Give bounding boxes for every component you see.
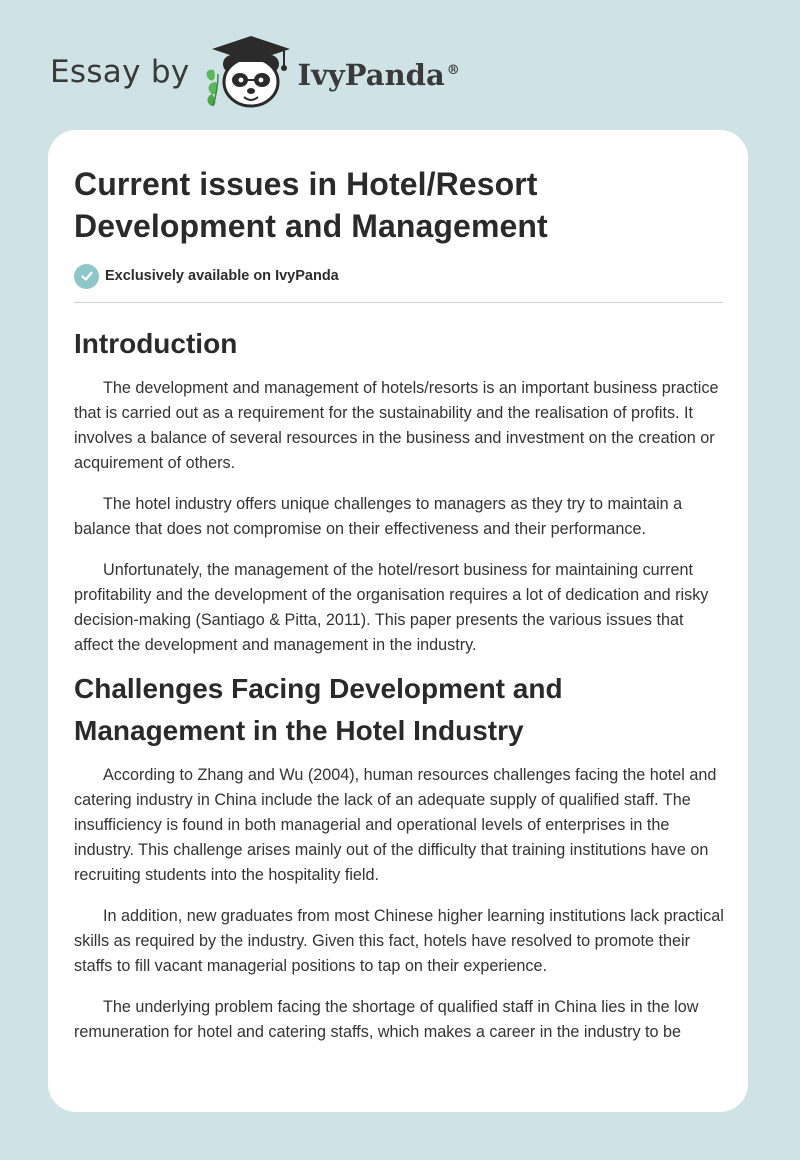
section-challenges	[74, 668, 726, 1045]
paragraph: In addition, new graduates from most Chinese higher learning institutions lack practical skills as required by the industry. Given this fact, hotels have resolved to promote their staffs to fill vacant managerial positions to tap on their experience.	[74, 907, 724, 975]
essay-title: Current issues in Hotel/Resort Development and Management	[74, 166, 548, 244]
section-heading: Challenges Facing Development and Management in the Hotel Industry	[74, 673, 563, 746]
brand-name[interactable]	[298, 58, 460, 92]
exclusive-label: Exclusively available on IvyPanda	[105, 268, 339, 284]
paragraph: The underlying problem facing the shortage of qualified staff in China lies in the low remuneration for hotel and catering staffs, which makes a career in the industry to be	[74, 998, 699, 1041]
title-divider	[74, 302, 723, 303]
essay-content	[74, 315, 726, 1045]
ivy-leaf-icon	[206, 70, 217, 106]
checkmark-icon	[80, 269, 94, 283]
check-circle-icon	[74, 264, 99, 289]
panda-logo-icon	[200, 30, 300, 114]
brand-prefix: Essay by	[50, 54, 190, 90]
paragraph: According to Zhang and Wu (2004), human resources challenges facing the hotel and catering industry in China include the lack of an adequate supply of qualified staff. The insufficiency is found in both managerial and operational levels of enterprises in the industry. This challenge arises mainly out of the difficulty that training institutions have on recruiting students into the hospitality field.	[74, 766, 717, 884]
section-heading: Introduction	[74, 328, 238, 359]
exclusive-badge	[74, 263, 339, 289]
paragraph: The hotel industry offers unique challenges to managers as they try to maintain a balance that does not compromise on their effectiveness and their performance.	[74, 495, 683, 538]
section-introduction	[74, 323, 726, 658]
panda-logo[interactable]	[200, 30, 300, 114]
trademark-symbol: ®	[446, 63, 460, 79]
brand-name-text: IvyPanda	[297, 58, 445, 92]
essay-card	[48, 130, 748, 1112]
paragraph: The development and management of hotels/resorts is an important business practice that is carried out as a requirement for the sustainability and the realisation of profits. It involves a balance of several resources in the business and investment on the creation or acquirement of others.	[74, 379, 719, 472]
site-header	[50, 30, 460, 114]
paragraph: Unfortunately, the management of the hotel/resort business for maintaining current profitability and the development of the organisation requires a lot of dedication and risky decision-making (Santiago & Pitta, 2011). This paper presents the various issues that affect the development and management in the industry.	[74, 561, 709, 654]
